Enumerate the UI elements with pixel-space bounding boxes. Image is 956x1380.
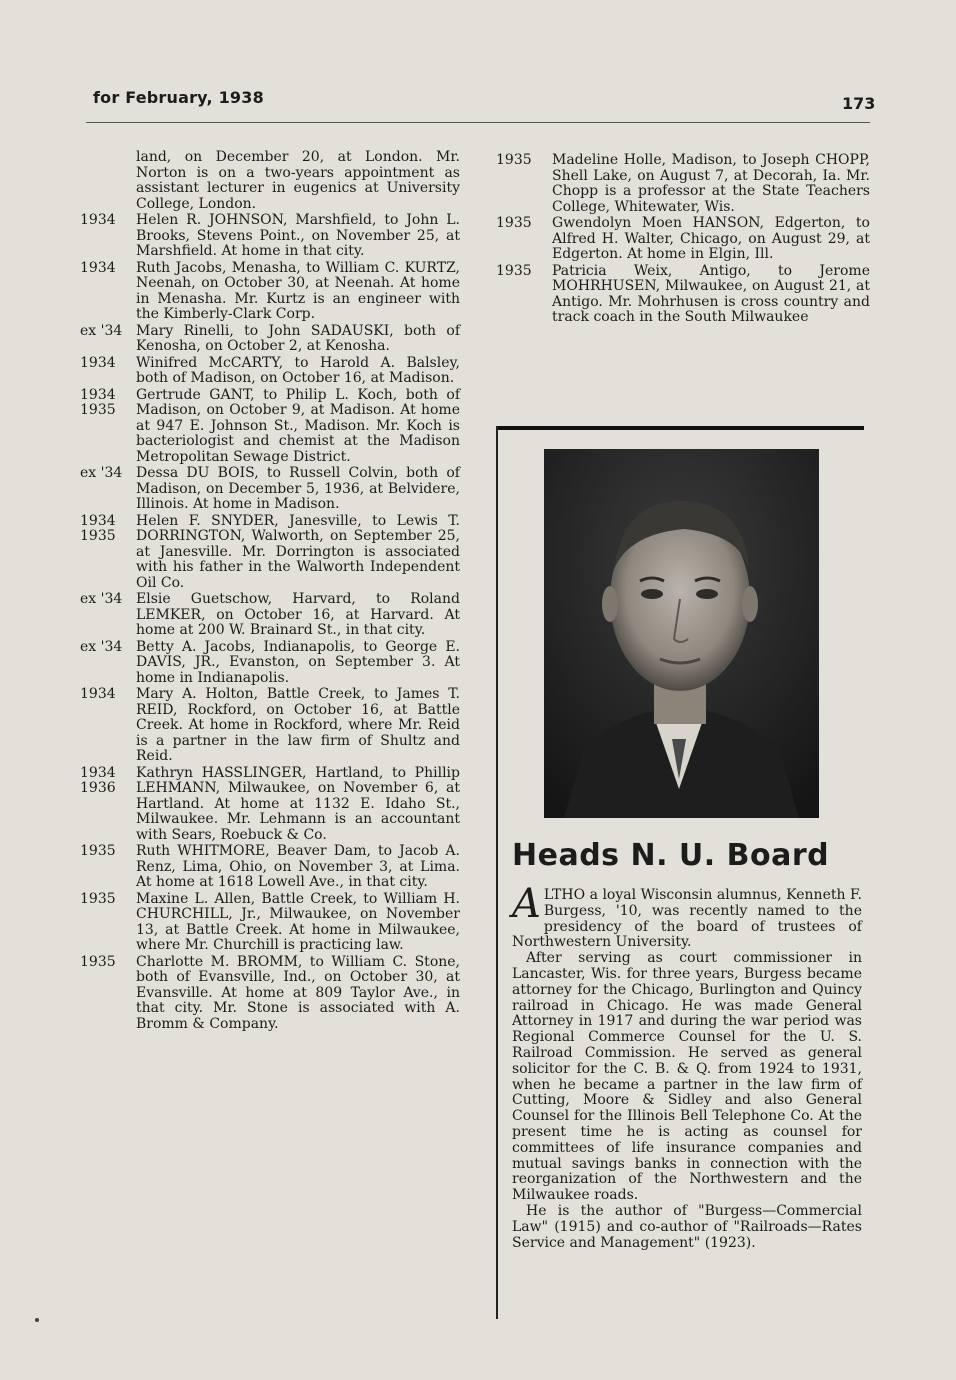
announcement-text: Winifred McCARTY, to Harold A. Balsley, both of Madison, on October 16, at Madison. — [136, 354, 460, 386]
portrait-photo — [544, 449, 819, 818]
class-year: 1934 1935 — [80, 386, 116, 418]
announcement-entry — [80, 640, 460, 687]
announcement-text: Kathryn HASSLINGER, Hartland, to Phillip LEHMANN, Milwaukee, on November 6, at Hartland. At home at 1132 E. Idaho St., Milwaukee. Mr. Lehmann is an accountant with Sears, Roebuck & Co. — [136, 764, 460, 843]
drop-cap: A — [512, 881, 541, 927]
announcement-text: land, on December 20, at London. Mr. Norton is on a two-years appointment as assistant lecturer in eugenics at University College, London. — [136, 149, 460, 212]
announcement-entry — [80, 213, 460, 260]
announcement-text: Mary Rinelli, to John SADAUSKI, both of Kenosha, on October 2, at Kenosha. — [136, 322, 460, 354]
announcement-text: Betty A. Jacobs, Indianapolis, to George E. DAVIS, JR., Evanston, on September 3. At home in Indianapolis. — [136, 638, 460, 686]
class-year: 1935 — [80, 843, 116, 859]
announcement-entry — [80, 514, 460, 592]
article-paragraph: After serving as court commissioner in Lancaster, Wis. for three years, Burgess became attorney for the Chicago, Burlington and Quincy railroad in Chicago. He was made General Attorney in 1917 and during the war period was Regional Commerce Counsel for the U. S. Railroad Commission. He served as general solicitor for the C. B. & Q. from 1924 to 1931, when he became a partner in the law firm of Cutting, Moore & Sidley and also General Counsel for the Illinois Bell Telephone Co. At the present time he is acting as counsel for committees of life insurance companies and mutual savings banks in connection with the reorganization of the Northwestern and the Milwaukee roads. — [512, 950, 862, 1204]
class-year: 1935 — [496, 262, 532, 279]
class-year: ex '34 — [80, 465, 123, 481]
class-year: 1934 — [80, 212, 116, 228]
class-year: 1934 — [80, 354, 116, 371]
announcement-entry — [80, 687, 460, 765]
right-column-announcements — [496, 153, 870, 327]
header-divider — [86, 122, 870, 123]
class-year: 1934 1935 — [80, 512, 116, 544]
announcement-text: Madeline Holle, Madison, to Joseph CHOPP, Shell Lake, on August 7, at Decorah, Ia. Mr. Chopp is a professor at the State Teachers College, Whitewater, Wis. — [552, 152, 870, 215]
article-paragraph: ALTHO a loyal Wisconsin alumnus, Kenneth F. Burgess, '10, was recently named to the presidency of the board of trustees of Northwestern University. — [512, 881, 862, 951]
announcement-text: Elsie Guetschow, Harvard, to Roland LEMKER, on October 16, at Harvard. At home at 200 W. Brainard St., in that city. — [136, 591, 460, 638]
announcement-text: Ruth Jacobs, Menasha, to William C. KURTZ, Neenah, on October 30, at Neenah. At home in Menasha. Mr. Kurtz is an engineer with the Kimberly-Clark Corp. — [136, 259, 460, 322]
announcement-text: Gwendolyn Moen HANSON, Edgerton, to Alfred H. Walter, Chicago, on August 29, at Edgerton. At home in Elgin, Ill. — [552, 215, 870, 262]
margin-dot — [35, 1318, 39, 1322]
announcement-entry — [80, 261, 460, 323]
announcement-text: Ruth WHITMORE, Beaver Dam, to Jacob A. Renz, Lima, Ohio, on November 3, at Lima. At home at 1618 Lowell Ave., in that city. — [136, 843, 460, 890]
announcement-entry — [80, 892, 460, 954]
page-number: 173 — [842, 94, 876, 113]
class-year — [80, 150, 136, 212]
announcement-entry — [80, 388, 460, 466]
running-header: for February, 1938 — [93, 88, 264, 107]
left-column-announcements — [80, 150, 460, 1033]
announcement-entry — [496, 216, 870, 263]
announcement-entry — [80, 150, 460, 212]
announcement-text: Maxine L. Allen, Battle Creek, to William H. CHURCHILL, Jr., Milwaukee, on November 13, at Battle Creek. At home in Milwaukee, where Mr. Churchill is practicing law. — [136, 890, 460, 953]
announcement-entry — [80, 955, 460, 1033]
class-year: 1934 — [80, 686, 116, 702]
announcement-text: Helen F. SNYDER, Janesville, to Lewis T. DORRINGTON, Walworth, on September 25, at Janesville. Mr. Dorrington is associated with his father in the Walworth Independent Oil Co. — [136, 512, 460, 591]
class-year: ex '34 — [80, 638, 123, 655]
announcement-entry — [80, 844, 460, 891]
class-year: 1934 — [80, 259, 116, 276]
article-body — [512, 881, 862, 1251]
class-year: ex '34 — [80, 322, 123, 339]
announcement-entry — [80, 592, 460, 639]
class-year: 1935 — [80, 953, 116, 970]
announcement-text: Helen R. JOHNSON, Marshfield, to John L. Brooks, Stevens Point., on November 25, at Marshfield. At home in that city. — [136, 212, 460, 259]
announcement-text: Gertrude GANT, to Philip L. Koch, both of Madison, on October 9, at Madison. At home at 947 E. Johnson St., Madison. Mr. Koch is bacteriologist and chemist at the Madison Metropolitan Sewage District. — [136, 386, 460, 465]
announcement-entry — [80, 324, 460, 355]
class-year: 1934 1936 — [80, 764, 116, 796]
announcement-text: Dessa DU BOIS, to Russell Colvin, both of Madison, on December 5, 1936, at Belvidere, Illinois. At home in Madison. — [136, 465, 460, 512]
announcement-text: Charlotte M. BROMM, to William C. Stone, both of Evansville, Ind., on October 30, at Evansville. At home at 809 Taylor Ave., in that city. Mr. Stone is associated with A. Bromm & Company. — [136, 953, 460, 1032]
article-headline: Heads N. U. Board — [512, 838, 830, 873]
announcement-entry — [496, 153, 870, 215]
announcement-entry — [80, 466, 460, 513]
class-year: 1935 — [496, 215, 532, 231]
class-year: 1935 — [80, 890, 116, 907]
article-paragraph: He is the author of "Burgess—Commercial Law" (1915) and co-author of "Railroads—Rates Service and Management" (1923). — [512, 1202, 862, 1251]
announcement-text: Mary A. Holton, Battle Creek, to James T. REID, Rockford, on October 16, at Battle Creek. At home in Rockford, where Mr. Reid is a partner in the law firm of Shultz and Reid. — [136, 686, 460, 764]
article-box-top-rule — [496, 426, 864, 430]
announcement-entry — [496, 264, 870, 326]
article-box-left-rule — [496, 426, 498, 1319]
announcement-entry — [80, 356, 460, 387]
class-year: ex '34 — [80, 591, 123, 607]
announcement-text: Patricia Weix, Antigo, to Jerome MOHRHUSEN, Milwaukee, on August 21, at Antigo. Mr. Mohrhusen is cross country and track coach in the South Milwaukee — [552, 262, 870, 325]
class-year: 1935 — [496, 152, 532, 168]
announcement-entry — [80, 766, 460, 844]
